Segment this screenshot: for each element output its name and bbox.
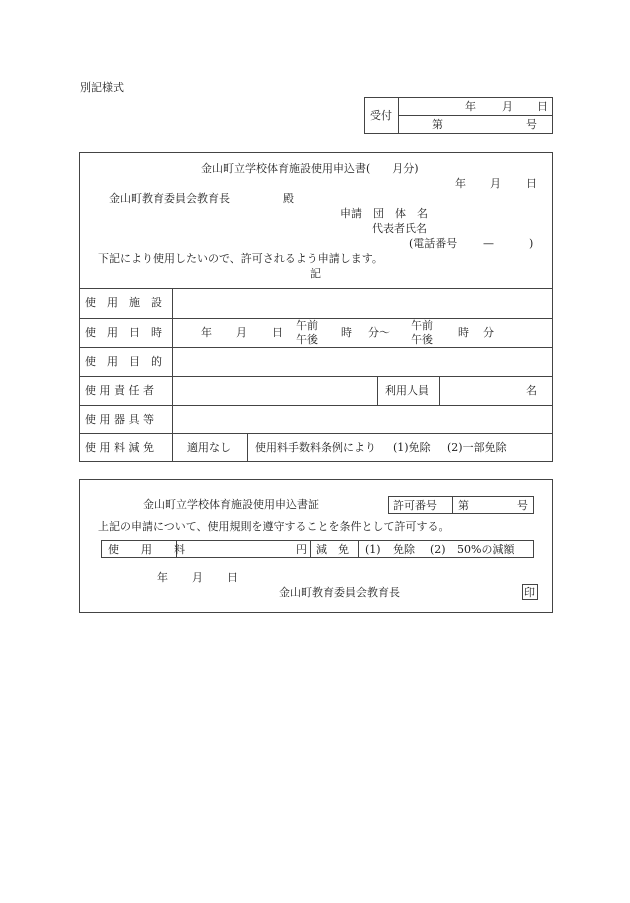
datetime-minute-2: 分 (483, 326, 494, 339)
permit-number-go: 号 (517, 499, 528, 512)
receipt-dai: 第 (432, 118, 443, 131)
request-text: 下記により使用したいので、許可されるよう申請します。 (98, 252, 383, 265)
permit-fee-label: 使 用 料 (108, 543, 185, 556)
fee-option-exempt: (1)免除 (393, 441, 431, 454)
datetime-pm-2: 午後 (411, 333, 433, 346)
form-style-label: 別記様式 (80, 81, 124, 94)
application-title: 金山町立学校体育施設使用申込書( 月分) (201, 162, 419, 175)
receipt-go: 号 (526, 118, 537, 131)
permit-date-month: 月 (192, 571, 203, 584)
permit-number-label: 許可番号 (393, 499, 437, 512)
receipt-month: 月 (502, 100, 513, 113)
permit-fee-yen: 円 (296, 543, 307, 556)
datetime-minute-1: 分〜 (368, 326, 390, 339)
datetime-am-1: 午前 (296, 319, 318, 332)
application-date-year: 年 (455, 177, 466, 190)
people-count-unit: 名 (526, 384, 537, 397)
row-purpose-label: 使 用 目 的 (85, 355, 162, 368)
receipt-year: 年 (465, 100, 476, 113)
seal-mark: 印 (524, 586, 535, 599)
permit-signer: 金山町教育委員会教育長 (279, 586, 400, 599)
permit-option2-num: (2) (430, 543, 446, 556)
permit-statement: 上記の申請について、使用規則を遵守することを条件として許可する。 (98, 520, 450, 533)
permit-date-year: 年 (157, 571, 168, 584)
permit-number-dai: 第 (458, 499, 469, 512)
fee-option-partial: (2)一部免除 (447, 441, 507, 454)
honorific: 殿 (283, 192, 294, 205)
datetime-year: 年 (201, 326, 212, 339)
receipt-day: 日 (537, 100, 548, 113)
phone-dash: — (483, 237, 494, 250)
permit-option2-text: 50%の減額 (457, 543, 515, 556)
datetime-hour-2: 時 (458, 326, 469, 339)
fee-not-applicable: 適用なし (187, 441, 231, 454)
permit-option1-num: (1) (365, 543, 381, 556)
addressee: 金山町教育委員会教育長 (109, 192, 230, 205)
phone-label: (電話番号 (409, 237, 458, 250)
datetime-pm-1: 午後 (296, 333, 318, 346)
datetime-hour-1: 時 (341, 326, 352, 339)
permit-title: 金山町立学校体育施設使用申込書証 (143, 498, 319, 511)
row-datetime-label: 使 用 日 時 (85, 326, 162, 339)
permit-reduction-label: 減 免 (316, 543, 349, 556)
row-fee-reduction-label: 使 用 料 減 免 (85, 441, 154, 454)
ki-label: 記 (310, 267, 321, 280)
row-equipment-label: 使 用 器 具 等 (85, 413, 154, 426)
receipt-label: 受付 (370, 109, 392, 122)
permit-date-day: 日 (227, 571, 238, 584)
row-responsible-label: 使 用 責 任 者 (85, 384, 154, 397)
row-facility-label: 使 用 施 設 (85, 296, 162, 309)
application-date-day: 日 (526, 177, 537, 190)
datetime-day: 日 (272, 326, 283, 339)
phone-close: ) (529, 237, 534, 250)
fee-ordinance-text: 使用料手数料条例により (255, 441, 376, 454)
datetime-am-2: 午前 (411, 319, 433, 332)
people-count-label: 利用人員 (385, 384, 429, 397)
datetime-month: 月 (236, 326, 247, 339)
application-date-month: 月 (490, 177, 501, 190)
permit-option1-text: 免除 (393, 543, 415, 556)
applicant-rep-label: 代表者氏名 (372, 222, 427, 235)
applicant-org-label: 申請 団 体 名 (340, 207, 428, 220)
